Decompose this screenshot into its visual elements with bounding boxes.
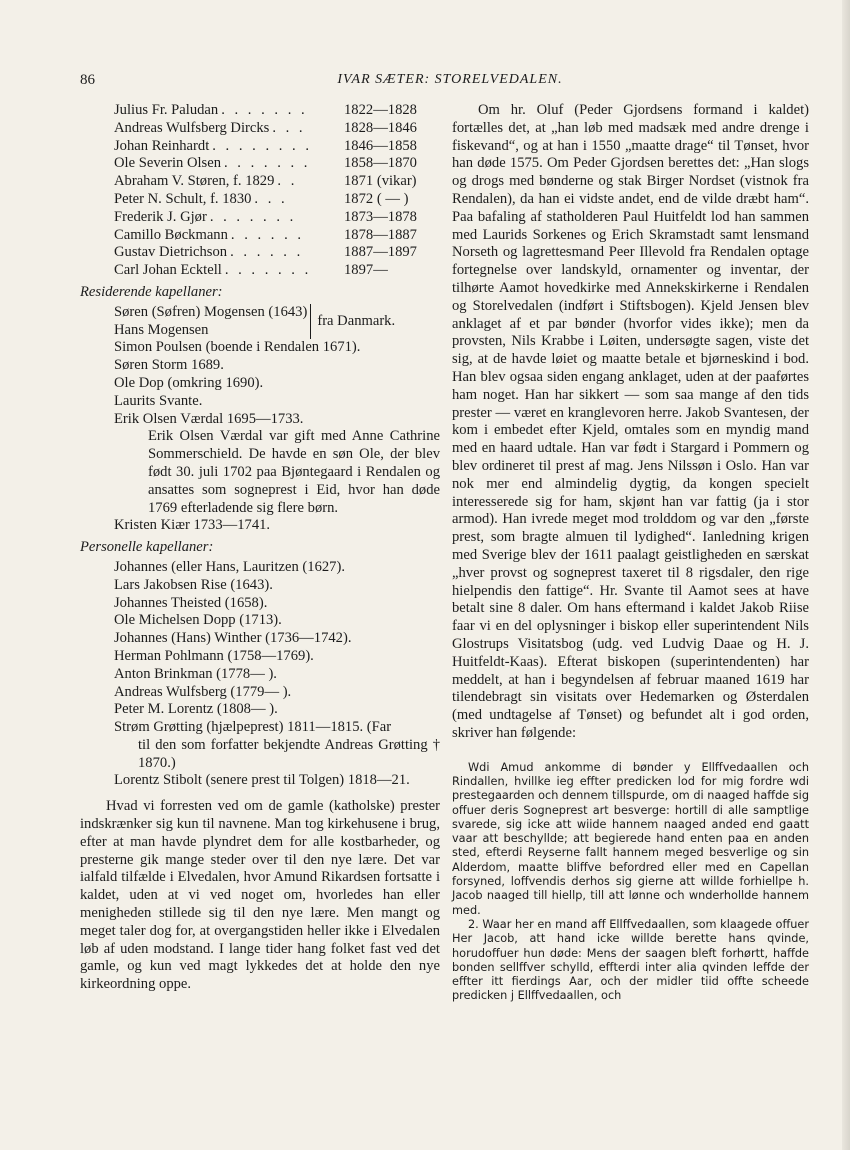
list-item: Søren Storm 1689. xyxy=(114,357,224,374)
list-item: Strøm Grøtting (hjælpeprest) 1811—1815. (Far til den som forfatter bekjendte Andreas Grøtting † 1870.) xyxy=(114,719,440,771)
priest-row: Peter N. Schult, f. 1830 . . . 1872 ( — ) xyxy=(114,190,409,207)
list-item: Ole Dop (omkring 1690). xyxy=(114,374,264,391)
right-column xyxy=(452,102,809,1004)
bracket-label: fra Danmark. xyxy=(317,312,396,329)
personelle-title: Personelle kapellaner: xyxy=(80,539,214,556)
body-paragraph: Om hr. Oluf (Peder Gjordsens formand i kaldet) fortælles det, at „han løb med madsæk med andre drenge i fiskevand“, og at han i 1550 „maatte drage“ til Tønset, hvor han døde 1575. Om Peder Gjordsen berettes det: „Han slogs og drogs med bønderne og stak Birger Nordset (vistnok fra Rendalen), da han ei vidste andet, end de vilde dræbt ham“. Paa bafaling af statholderen Paul Huitfeldt lod han sammen med Laurids Sorkenes og Erich Skramstadt samt lensmand Norseth og lagrettesmand Peer Illevold fra Rendalen optage fortegnelse over landskyld, ornamenter og inventar, der tilhørte Aamot hovedkirke med Annekskirkerne i Rendalen og Storelvedalen (indført i Stiftsbogen). Kjeld Jensen blev anklaget af et par bønder (hvorfor vides ikke); men da provsten, Nils Krabbe i Løiten, undersøgte sagen, viste det sig, at de havde løiet og maatte betale et bjørneskind i bod. Han blev ogsaa siden engang anklaget, uden at der paaførtes ham noget. Han har sikkert — som saa mange af den tids prester — været en kranglevoren herre. Jakob Svantesen, der kom i embedet efter Kjeld, omtales som en myndig mand med en haard udtale. Han var født i Stargard i Pommern og blev ordineret til prest af mag. Jens Nilssøn i Oslo. Han var nok mer end almindelig dygtig, da kongen specielt interesserede sig for ham, skjønt han var fattig (ja i stor armod). Han ivrede meget mod trolddom og var den „første prest, som bragte almuen til lydighed“. Ianledning krigen med Sverige blev der 1611 paalagt geistligheden en særskat „hver provst og sogneprest taxeret til 8 rigsdaler, den rige hielpendis den fattige“. Hr. Svante til Aamot sees at have betalt sine 8 daler. Om hans eftermand i kaldet Jakob Riise faar vi en del oplysninger i biskop eller superintendent Nils Glostrups Visitatsbog (udg. ved Ludvig Daae og H. J. Huitfeldt-Kaas). Efterat biskopen (superintendenten) har meddelt, at han i begyndelsen af februar maaned 1619 har tilendebragt sin visitats over Hedemarken og Østerdalen (med undtagelse af Tønset) og befundet alt i god orden, skriver han følgende: xyxy=(452,102,809,741)
priest-row: Frederik J. Gjør . . . . . . . 1873—1878 xyxy=(114,208,417,225)
running-head: IVAR SÆTER: STORELVEDALEN. xyxy=(337,72,563,87)
priest-list xyxy=(80,102,440,280)
list-item: Laurits Svante. xyxy=(114,392,203,409)
page-number: 86 xyxy=(80,72,95,88)
list-item: Johannes (eller Hans, Lauritzen (1627). xyxy=(114,558,345,575)
residerende-title: Residerende kapellaner: xyxy=(80,283,223,300)
priest-row: Camillo Bøckmann . . . . . . 1878—1887 xyxy=(114,226,417,243)
footnotes xyxy=(452,761,809,1004)
list-item: Hans Mogensen xyxy=(114,321,209,338)
body-paragraph: Hvad vi forresten ved om de gamle (katholske) prester indskrænker sig kun til navnene. Man tog kirkehusene i brug, efter at man havde plyndret dem for alle kostbarheder, og presterne gik mange steder over til den nye lære. Det var ialfald tilfælde i Elvedalen, hvor Amund Rikardsen fortsatte i kaldet, uden at vi ved noget om, hvorledes han eller menigheden stillede sig til den nye lære. Men mangt og meget taler dog for, at overgangstiden heller ikke i Elvedalen løb af uden modstand. I lange tider hang folket fast ved det gamle, og kun ved magt lykkedes det at holde den nye kirkeordning oppe. xyxy=(80,798,440,993)
list-item: Kristen Kiær 1733—1741. xyxy=(114,517,271,534)
list-item: Simon Poulsen (boende i Rendalen 1671). xyxy=(114,339,361,356)
list-item: Andreas Wulfsberg (1779— ). xyxy=(114,683,292,700)
footnote: 2. Waar her en mand aff Ellffvedaallen, som klaagede offuer Her Jacob, att hand icke willde berette hans qvinde, horudoffuer hun døde: Mens der saagen bleft forhørtt, haffde bonden sellffver schylld, effterdi inter alia qvinden leffde der effter itt fierdings Aar, och der midler tiid offte scheede predicken j Ellffvedaallen, och xyxy=(452,917,809,1003)
left-column xyxy=(80,102,440,1009)
list-item: Herman Pohlmann (1758—1769). xyxy=(114,647,314,664)
priest-row: Ole Severin Olsen . . . . . . . 1858—1870 xyxy=(114,155,417,172)
list-item: Lars Jakobsen Rise (1643). xyxy=(114,576,273,593)
priest-row: Abraham V. Støren, f. 1829 . . 1871 (vikar) xyxy=(114,173,417,190)
list-item: Johannes (Hans) Winther (1736—1742). xyxy=(114,630,352,647)
footnote: Wdi Amud ankomme di bønder y Ellffvedaallen och Rindallen, hvillke ieg effter predicken lod for mig fordre wdi prestegaarden och dennem tillspurde, om di naaged haffde sig offuer deris Sogneprest art besverge: hortill di alle samptlige svarede, sig icke att wiide hannem naaged anded end gaatt vaar att beschyllde; att begierede hand enten paa en anden sted, efterdi Reyserne fallt hannem meged besverlige og sin Alderdom, maatte bliffve befordred eller med en Capellan forsyned, loffvendis derhos sig gierne att willde forhiellpe h. Jacob naaged till hiellp, till att lønne och wnderhollde hannem med. xyxy=(452,760,809,917)
list-item: Erik Olsen Værdal 1695—1733. xyxy=(114,410,304,427)
priest-row: Andreas Wulfsberg Dircks . . . 1828—1846 xyxy=(114,119,417,136)
list-item: Lorentz Stibolt (senere prest til Tolgen) 1818—21. xyxy=(114,772,410,789)
list-item: Johannes Theisted (1658). xyxy=(114,594,268,611)
priest-row: Carl Johan Ecktell . . . . . . . 1897— xyxy=(114,262,388,279)
bracket-group xyxy=(80,304,440,340)
priest-row: Julius Fr. Paludan . . . . . . . 1822—1828 xyxy=(114,102,417,118)
priest-row: Johan Reinhardt . . . . . . . . 1846—1858 xyxy=(114,137,417,154)
list-item: Anton Brinkman (1778— ). xyxy=(114,665,277,682)
biographical-note: Erik Olsen Værdal var gift med Anne Cathrine Sommerschield. De havde en søn Ole, der blev født 30. juli 1702 paa Bjøntegaard i Rendalen og ansattes som sogneprest i Eid, hvor han døde 1769 efterladende sig flere børn. xyxy=(148,428,440,516)
page-edge xyxy=(842,0,850,1150)
list-item: Peter M. Lorentz (1808— ). xyxy=(114,701,278,718)
priest-row: Gustav Dietrichson . . . . . . 1887—1897 xyxy=(114,244,417,261)
list-item: Ole Michelsen Dopp (1713). xyxy=(114,612,282,629)
page-header xyxy=(80,72,820,92)
list-item: Søren (Søfren) Mogensen (1643) xyxy=(114,303,308,320)
